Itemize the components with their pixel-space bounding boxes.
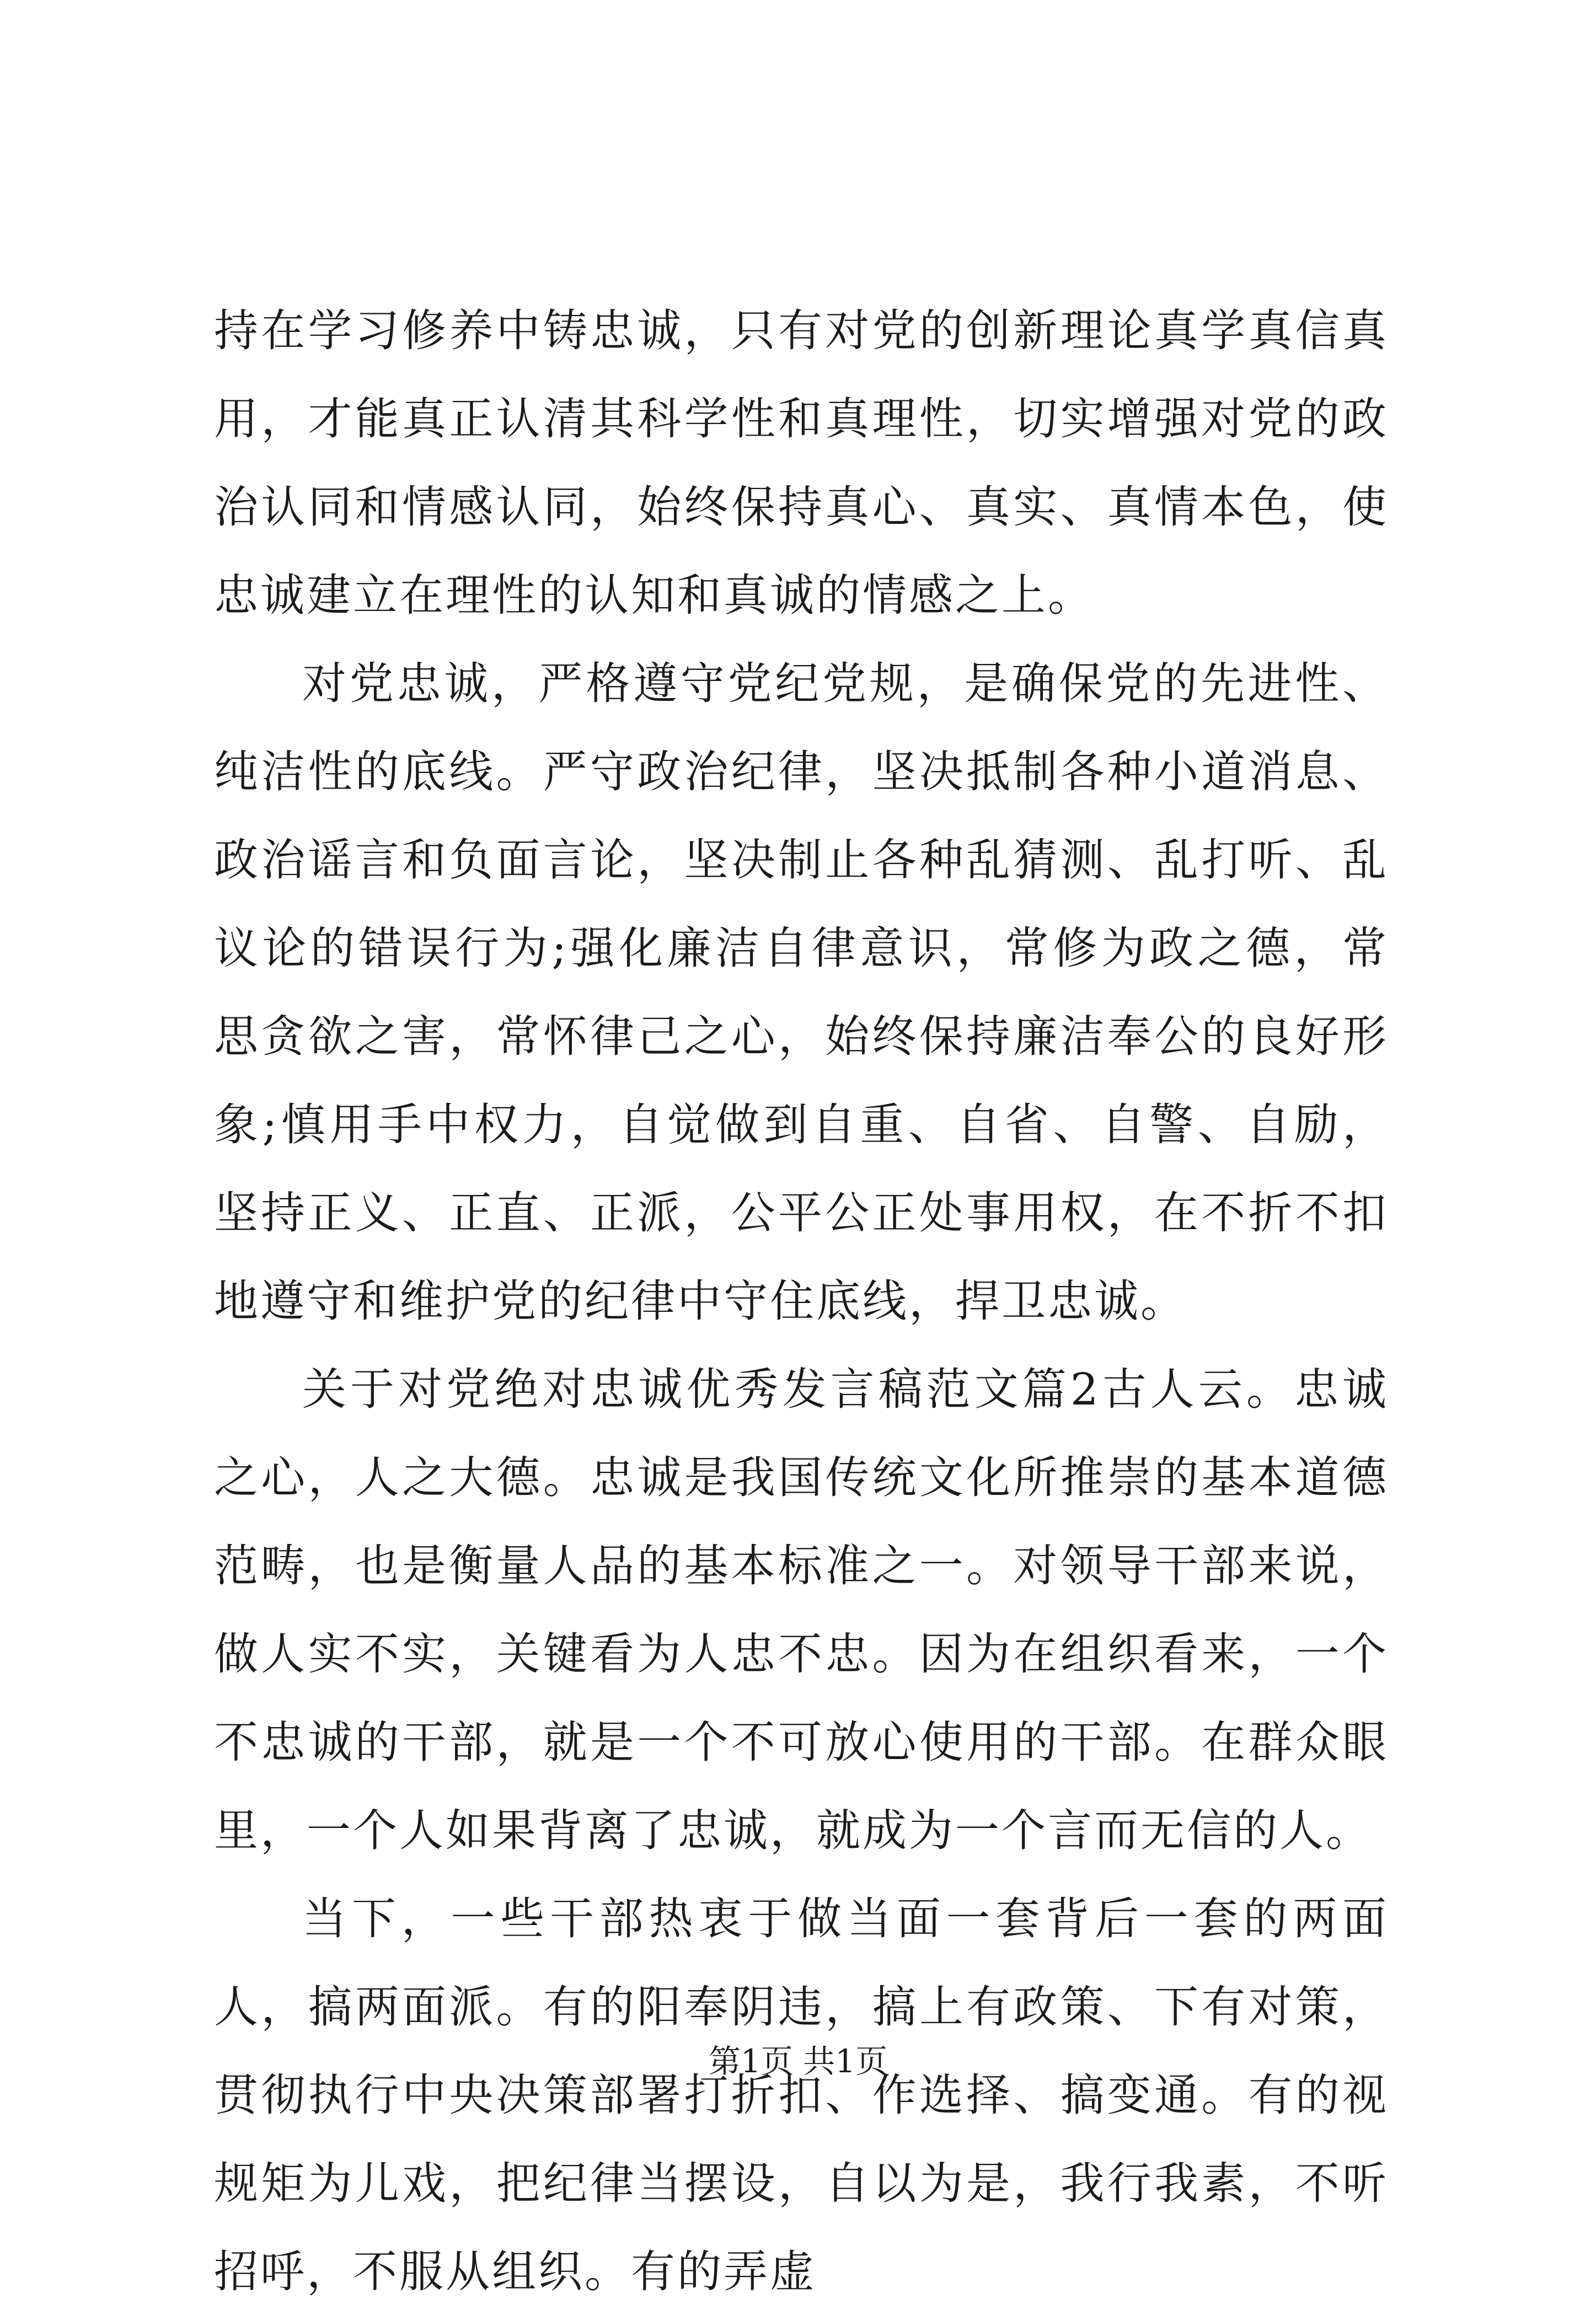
paragraph-4: 当下，一些干部热衷于做当面一套背后一套的两面人，搞两面派。有的阳奉阴违，搞上有政策、下有对策，贯彻执行中央决策部署打折扣、作选择、搞变通。有的视规矩为儿戏，把纪律当摆设，自以为是，我行我素，不听招呼，不服从组织。有的弄虚: [214, 1893, 1389, 2297]
paragraph-3: 关于对党绝对忠诚优秀发言稿范文篇2古人云。忠诚之心，人之大德。忠诚是我国传统文化所推崇的基本道德范畴，也是衡量人品的基本标准之一。对领导干部来说，做人实不实，关键看为人忠不忠。因为在组织看来，一个不忠诚的干部，就是一个不可放心使用的干部。在群众眼里，一个人如果背离了忠诚，就成为一个言而无信的人。: [214, 1364, 1389, 1856]
document-body: [214, 287, 1389, 2316]
page-footer: 第1页 共1页: [708, 2042, 888, 2080]
paragraph-2: 对党忠诚，严格遵守党纪党规，是确保党的先进性、纯洁性的底线。严守政治纪律，坚决抵制各种小道消息、政治谣言和负面言论，坚决制止各种乱猜测、乱打听、乱议论的错误行为;强化廉洁自律意识，常修为政之德，常思贪欲之害，常怀律己之心，始终保持廉洁奉公的良好形象;慎用手中权力，自觉做到自重、自省、自警、自励，坚持正义、正直、正派，公平公正处事用权，在不折不扣地遵守和维护党的纪律中守住底线，捍卫忠诚。: [214, 658, 1389, 1327]
paragraph-1: 持在学习修养中铸忠诚，只有对党的创新理论真学真信真用，才能真正认清其科学性和真理性，切实增强对党的政治认同和情感认同，始终保持真心、真实、真情本色，使忠诚建立在理性的认知和真诚的情感之上。: [214, 305, 1389, 621]
